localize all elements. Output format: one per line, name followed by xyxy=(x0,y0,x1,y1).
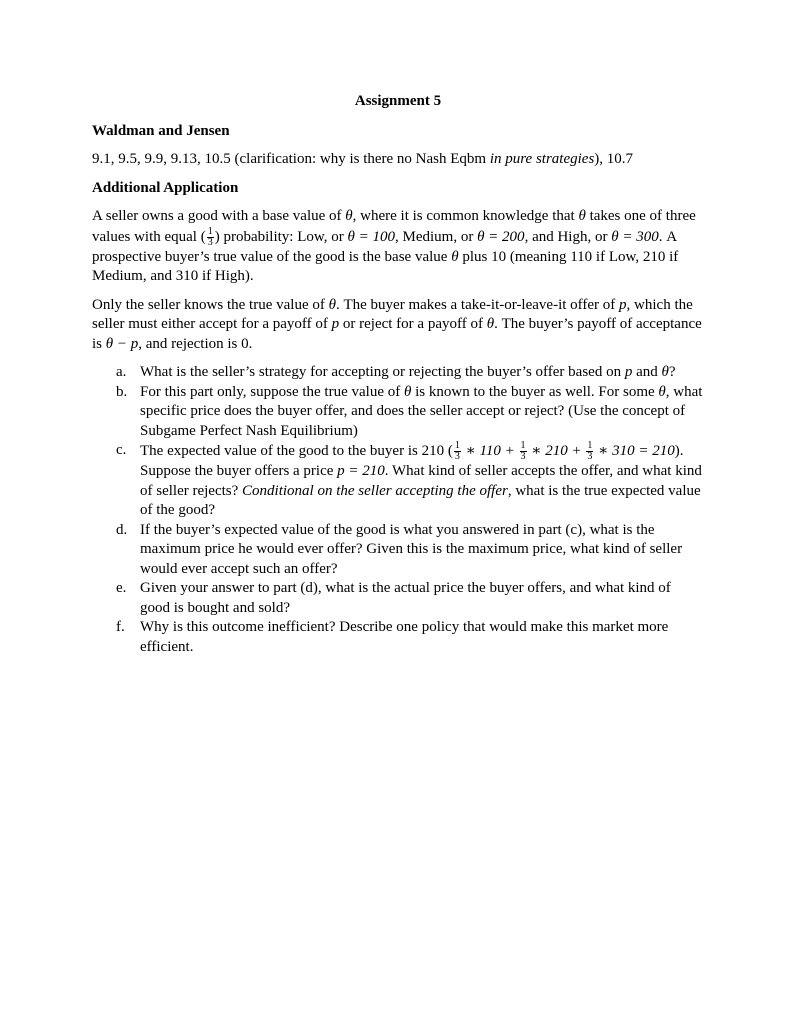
text: Only the seller knows the true value of xyxy=(92,296,329,313)
text: . What kind of seller accepts the offer, and what kind of seller rejects? xyxy=(140,463,702,499)
math-theta: θ xyxy=(658,383,666,400)
text: ). Suppose the buyer offers a price xyxy=(140,442,684,479)
list-marker: a. xyxy=(116,364,127,380)
section-heading-waldman-jensen: Waldman and Jensen xyxy=(92,122,230,139)
fraction-one-third xyxy=(207,227,214,248)
problem-list-text xyxy=(92,150,704,170)
list-item xyxy=(92,383,704,442)
math-equation: θ = 200 xyxy=(477,228,525,245)
math-equation: θ = 300 xyxy=(611,228,659,245)
math-equation: p = 210 xyxy=(337,463,385,479)
math-theta: θ xyxy=(345,208,353,224)
text: . The buyer makes a take-it-or-leave-it offer of xyxy=(335,296,620,313)
document-page xyxy=(92,92,704,657)
text: The expected value of the good to the buyer is 210 ( xyxy=(140,442,453,459)
fraction-denominator: 3 xyxy=(520,451,526,462)
math-term: ∗ 110 + xyxy=(461,442,519,459)
list-marker: d. xyxy=(116,521,128,538)
text: Why is this outcome inefficient? Describe one policy that would make this market more efficient. xyxy=(140,619,669,655)
list-item xyxy=(92,579,704,618)
text: For this part only, suppose the true value of xyxy=(140,383,404,400)
list-item xyxy=(92,618,704,657)
list-item xyxy=(92,521,704,580)
math-equation: θ − p xyxy=(105,335,139,352)
fraction-denominator: 3 xyxy=(207,236,213,248)
math-p: p xyxy=(624,364,633,380)
question-list xyxy=(92,363,704,657)
paragraph-setup xyxy=(92,207,704,287)
math-equation: θ = 100 xyxy=(347,228,395,245)
math-theta: θ xyxy=(328,296,336,313)
text: or reject for a payoff of xyxy=(339,316,487,332)
text: is known to the buyer as well. For some xyxy=(411,383,659,400)
fraction-one-third xyxy=(586,441,593,462)
math-theta: θ xyxy=(661,364,669,380)
text: What is the seller’s strategy for accepting or rejecting the buyer’s offer based on xyxy=(140,364,625,380)
list-marker: e. xyxy=(116,580,127,596)
fraction-denominator: 3 xyxy=(587,451,593,462)
list-marker: c. xyxy=(116,442,127,458)
text: and xyxy=(632,364,662,380)
text: , where it is common knowledge that xyxy=(352,208,579,224)
text: , and High, or xyxy=(524,228,612,245)
text: , what is the true expected value of the good? xyxy=(140,482,701,518)
problems-emphasis: in pure strategies xyxy=(489,151,595,167)
math-p: p xyxy=(619,296,627,313)
math-term: ∗ 210 + xyxy=(527,442,586,459)
section-heading-additional-application: Additional Application xyxy=(92,179,239,196)
text: . A prospective buyer’s true value of the good is the base value xyxy=(92,228,677,265)
math-theta: θ xyxy=(486,316,495,332)
fraction-numerator: 1 xyxy=(520,440,526,451)
list-marker: f. xyxy=(116,619,125,635)
text: , Medium, or xyxy=(394,228,478,245)
fraction-numerator: 1 xyxy=(454,440,460,451)
page-title: Assignment 5 xyxy=(354,93,442,109)
fraction-one-third xyxy=(454,441,461,462)
emphasis-text: Conditional on the seller accepting the offer xyxy=(242,482,508,499)
text: takes one of three values with equal ( xyxy=(92,208,696,245)
text: ) probability: Low, or xyxy=(214,228,348,245)
text: If the buyer’s expected value of the good is what you answered in part (c), what is the maximum price he would ever offer? Given this is the maximum price, what kind of seller would ever accept such an offer? xyxy=(140,521,683,577)
list-item xyxy=(92,363,704,383)
fraction-numerator: 1 xyxy=(587,440,593,451)
math-theta: θ xyxy=(578,208,586,224)
math-theta: θ xyxy=(403,383,412,400)
list-item xyxy=(92,441,704,521)
problems-post: ), 10.7 xyxy=(594,151,634,167)
text: A seller owns a good with a base value of xyxy=(92,208,346,224)
list-marker: b. xyxy=(116,383,128,400)
fraction-one-third xyxy=(520,441,527,462)
math-theta: θ xyxy=(451,248,459,265)
math-term: ∗ 310 = 210 xyxy=(594,442,675,459)
text: ? xyxy=(668,364,676,380)
problems-pre: 9.1, 9.5, 9.9, 9.13, 10.5 (clarification: why is there no Nash Eqbm xyxy=(92,151,490,167)
text: . The buyer’s payoff of acceptance is xyxy=(92,316,702,352)
text: , and rejection is 0. xyxy=(138,335,253,352)
math-p: p xyxy=(331,316,340,332)
text: plus 10 (meaning 110 if Low, 210 if Medium, and 310 if High). xyxy=(92,248,679,284)
text: Given your answer to part (d), what is the actual price the buyer offers, and what kind of good is bought and sold? xyxy=(140,580,671,616)
text: , which the seller must either accept for a payoff of xyxy=(92,296,693,332)
fraction-numerator: 1 xyxy=(207,225,213,237)
text: , what specific price does the buyer offer, and does the seller accept or reject? (Use the concept of Subgame Perfect Nash Equilibrium) xyxy=(140,383,703,439)
fraction-denominator: 3 xyxy=(454,451,460,462)
paragraph-information xyxy=(92,296,704,355)
